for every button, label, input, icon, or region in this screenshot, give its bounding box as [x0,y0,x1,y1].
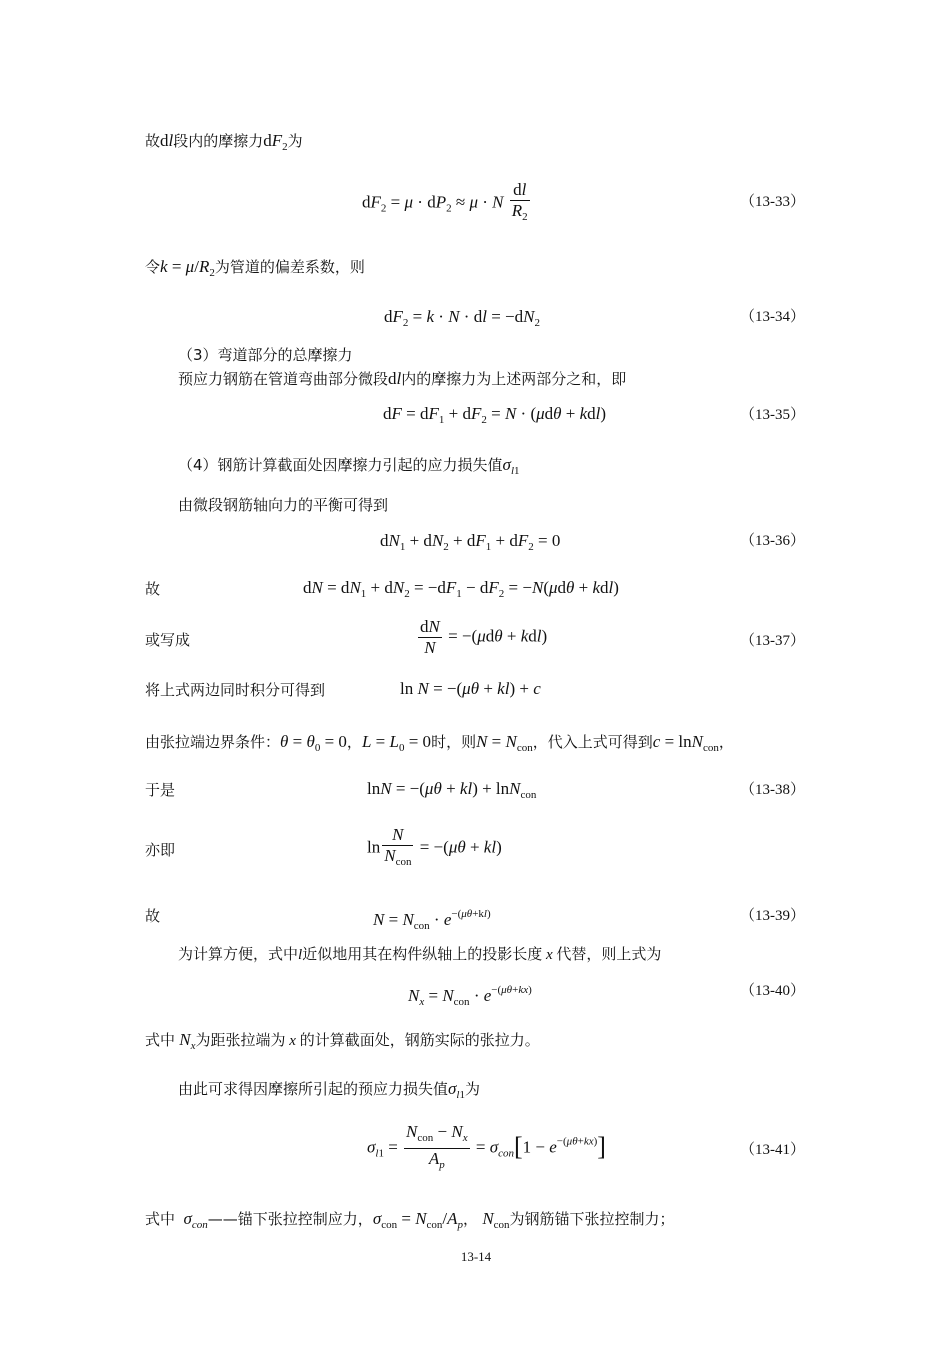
equation-dN: dN = $dN_1 + dN_2 = -dF_1 - dF_2 = -N(\mu d\theta + kdl)$ [303,578,619,600]
label-hence: 故 [145,907,161,925]
text: ， [463,1210,479,1228]
equation-13-33: $dF_2 = \mu \cdot dP_2 \approx \mu \cdot N$ $\frac{dl}{R_2}$ [362,180,528,223]
text: 为管道的偏差系数，则 [214,258,365,276]
text: 内的摩擦力为上述两部分之和，即 [401,370,627,388]
equation-13-38: lnN = −(μθ + kl) + lnN$_{con}$ [367,779,537,801]
equation-number: （13-38） [740,782,805,798]
paragraph-loss-value: 由此可求得因摩擦所引起的预应力损失值$\sigma_{l1}$为 [178,1079,480,1101]
equation-number: （13-39） [740,908,805,924]
text: 由此可求得因摩擦所引起的预应力损失值 [178,1080,449,1098]
paragraph-total-friction: 预应力钢筋在管道弯曲部分微段dl内的摩擦力为上述两部分之和，即 [178,369,627,388]
text: 为 [287,132,303,150]
text: 式中 [145,1210,176,1228]
page-number: 13-14 [460,1249,492,1264]
paragraph-equilibrium: 由微段钢筋轴向力的平衡可得到 [178,496,389,514]
label-integrate: 将上式两边同时积分可得到 [145,681,326,699]
equation-13-36: $dN_1 + dN_2 + dF_1 + dF_2 = 0$ [380,531,561,553]
text: 代替，则上式为 [556,945,662,963]
label-or-written: 或写成 [145,631,191,649]
label-therefore: 故 [145,580,161,598]
equation-13-37: $\frac{dN}{N}$ = −(μdθ + kdl) [420,617,548,657]
equation-number: （13-35） [740,407,805,423]
paragraph-approximation: 为计算方便，式中l近似地用其在构件纵轴上的投影长度 x 代替，则上式为 [178,945,662,963]
paragraph-Nx-definition: 式中 $N_x$为距张拉端为 x 的计算截面处，钢筋实际的张拉力。 [145,1030,540,1052]
equation-number: （13-33） [740,194,805,210]
paragraph-deviation-coefficient: 令$k = \mu/R_2$为管道的偏差系数，则 [145,257,365,279]
equation-13-35: dF = $dF_1 + dF_2 = N \cdot (\mu d\theta + kdl)$ [383,404,607,426]
equation-13-40: $N_x = N_{con} \cdot e^{-(\mu\theta+kx)}$ [408,984,532,1008]
text: 令 [145,258,161,276]
label-that-is: 亦即 [145,841,176,859]
equation-number: （13-36） [740,533,805,549]
text: 故 [145,132,161,150]
equation-13-34: $dF_2 = k \cdot N$ · dl = $-dN_2$ [384,307,540,329]
text: 近似地用其在构件纵轴上的投影长度 [302,945,543,963]
text: ， [346,733,362,751]
text: 为钢筋锚下张拉控制力； [509,1210,675,1228]
text: 预应力钢筋在管道弯曲部分微段 [178,370,389,388]
text: 为计算方便，式中 [178,945,299,963]
equation-number: （13-34） [740,309,805,325]
heading-3: （3）弯道部分的总摩擦力 [178,346,353,364]
text: ——锚下张拉控制应力， [207,1210,373,1228]
equation-number: （13-40） [740,983,805,999]
paragraph-sigma-con-definition: 式中 $\sigma_{con}——$锚下张拉控制应力，$\sigma_{con} = N_{con}/A_p$， $N_{con}$为钢筋锚下张拉控制力； [145,1209,675,1231]
text: 的计算截面处，钢筋实际的张拉力。 [299,1031,540,1049]
text: 由张拉端边界条件： [145,733,281,751]
text: 段内的摩擦力 [173,132,264,150]
heading-4: （4）钢筋计算截面处因摩擦力引起的应力损失值$\sigma_{l1}$ [178,455,520,477]
text: 为 [464,1080,480,1098]
equation-13-39: $N = N_{con} \cdot e^{-(\mu\theta+kl)}$ [373,908,491,932]
text: ，代入上式可得到 [532,733,653,751]
equation-ln-integral: ln N = −(μθ + kl) + c [400,679,541,698]
label-thus: 于是 [145,781,176,799]
paragraph-boundary-condition: 由张拉端边界条件：$\theta = \theta_0 = 0$，$L = L_0 = 0$时，则$N = N_{con}$，代入上式可得到c = lnN$_{con}$， [145,732,734,754]
text: 时，则 [431,733,477,751]
text: ， [718,733,734,751]
equation-ln-ratio: ln $\frac{N}{N_{con}}$ = −(μθ + kl) [367,825,502,868]
equation-13-41: $\sigma_{l1}$ = $\frac{N_{con} - N_x}{A_p}$ = $\sigma_{con}[1 - e^{-(\mu\theta+kx)}]$ [367,1122,606,1171]
text: （4）钢筋计算截面处因摩擦力引起的应力损失值 [178,456,503,474]
text: 为距张拉端为 [195,1031,286,1049]
paragraph-friction-intro: 故dl段内的摩擦力$dF_2$为 [145,131,303,153]
equation-number: （13-41） [740,1142,805,1158]
text: 式中 [145,1031,176,1049]
equation-number: （13-37） [740,633,805,649]
